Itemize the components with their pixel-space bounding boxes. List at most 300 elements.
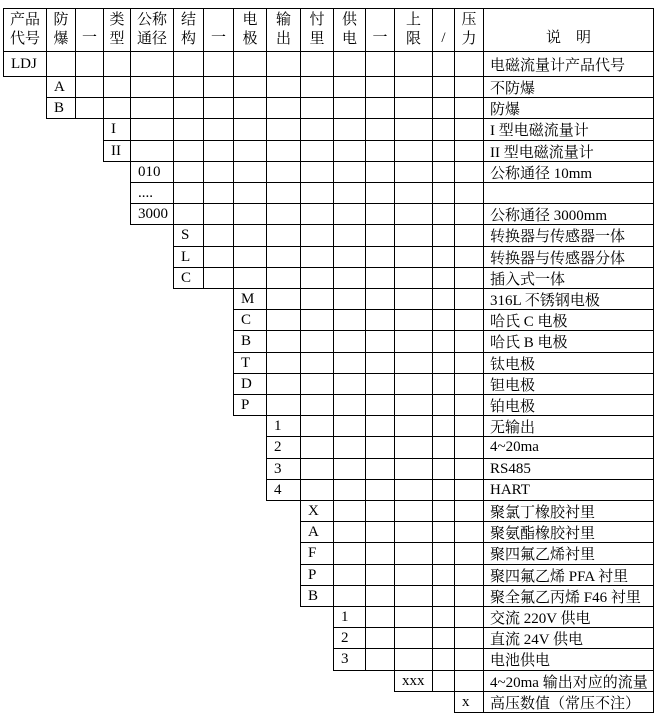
empty-cell-slash bbox=[432, 670, 455, 692]
empty-cell-structure bbox=[173, 140, 204, 162]
empty-cell-upper-limit bbox=[394, 627, 433, 649]
empty-cell-nominal-diameter bbox=[130, 140, 174, 162]
code-cell-electrode: P bbox=[233, 394, 267, 416]
header-cell-explosion-proof bbox=[46, 8, 76, 52]
code-cell-nominal-diameter: .... bbox=[130, 182, 174, 204]
empty-cell-power-supply bbox=[333, 267, 366, 289]
code-cell-explosion-proof: A bbox=[46, 76, 76, 98]
description-cell: 聚四氟乙烯衬里 bbox=[483, 542, 654, 565]
empty-cell-electrode bbox=[233, 161, 267, 183]
empty-cell-slash bbox=[432, 394, 455, 416]
empty-cell-dash-3 bbox=[365, 224, 395, 247]
empty-cell-pressure bbox=[454, 564, 484, 586]
empty-cell-type bbox=[103, 51, 131, 77]
header-cell-product-code bbox=[3, 8, 47, 52]
header-label-dash-2-line1: 一 bbox=[210, 30, 226, 46]
empty-cell-power-supply bbox=[333, 585, 366, 607]
header-label-type-line2: 型 bbox=[109, 31, 125, 47]
description-cell: 4~20ma 输出对应的流量 bbox=[483, 670, 654, 692]
empty-cell-pressure bbox=[454, 394, 484, 416]
empty-cell-electrode bbox=[233, 140, 267, 162]
empty-cell-slash bbox=[432, 564, 455, 586]
empty-cell-upper-limit bbox=[394, 606, 433, 628]
empty-cell-electrode bbox=[233, 51, 267, 77]
empty-cell-slash bbox=[432, 246, 455, 268]
empty-cell-upper-limit bbox=[394, 161, 433, 183]
empty-cell-pressure bbox=[454, 415, 484, 437]
empty-cell-upper-limit bbox=[394, 246, 433, 268]
description-cell: 铂电极 bbox=[483, 394, 654, 416]
description-cell: 交流 220V 供电 bbox=[483, 606, 654, 628]
empty-cell-power-supply bbox=[333, 500, 366, 522]
empty-cell-dash-1 bbox=[75, 51, 104, 77]
empty-cell-power-supply bbox=[333, 564, 366, 586]
description-cell bbox=[483, 182, 654, 204]
code-cell-explosion-proof: B bbox=[46, 97, 76, 119]
code-cell-output: 3 bbox=[266, 458, 301, 480]
description-cell: I 型电磁流量计 bbox=[483, 118, 654, 141]
code-cell-structure: L bbox=[173, 246, 204, 268]
empty-cell-dash-2 bbox=[203, 97, 234, 119]
empty-cell-dash-2 bbox=[203, 182, 234, 204]
empty-cell-lining bbox=[300, 373, 334, 395]
header-label-type-line1: 类 bbox=[109, 12, 125, 28]
header-cell-nominal-diameter bbox=[130, 8, 174, 52]
description-cell: 公称通径 3000mm bbox=[483, 203, 654, 225]
empty-cell-pressure bbox=[454, 330, 484, 353]
empty-cell-upper-limit bbox=[394, 51, 433, 77]
empty-cell-dash-3 bbox=[365, 246, 395, 268]
empty-cell-dash-3 bbox=[365, 309, 395, 331]
header-cell-description bbox=[483, 8, 654, 52]
empty-cell-pressure bbox=[454, 352, 484, 374]
code-cell-lining: X bbox=[300, 500, 334, 522]
empty-cell-lining bbox=[300, 97, 334, 119]
header-label-pressure-line2: 力 bbox=[461, 31, 477, 47]
empty-cell-pressure bbox=[454, 606, 484, 628]
description-cell: 防爆 bbox=[483, 97, 654, 119]
empty-cell-dash-2 bbox=[203, 203, 234, 225]
empty-cell-lining bbox=[300, 415, 334, 437]
empty-cell-dash-1 bbox=[75, 76, 104, 98]
empty-cell-pressure bbox=[454, 458, 484, 480]
empty-cell-pressure bbox=[454, 288, 484, 310]
empty-cell-power-supply bbox=[333, 51, 366, 77]
empty-cell-pressure bbox=[454, 118, 484, 141]
empty-cell-dash-2 bbox=[203, 140, 234, 162]
header-cell-output bbox=[266, 8, 301, 52]
empty-cell-power-supply bbox=[333, 309, 366, 331]
empty-cell-nominal-diameter bbox=[130, 97, 174, 119]
empty-cell-dash-3 bbox=[365, 51, 395, 77]
empty-cell-dash-2 bbox=[203, 76, 234, 98]
empty-cell-lining bbox=[300, 224, 334, 247]
empty-cell-upper-limit bbox=[394, 118, 433, 141]
header-label-output-line2: 出 bbox=[275, 31, 291, 47]
empty-cell-power-supply bbox=[333, 415, 366, 437]
header-label-explosion-proof-line2: 爆 bbox=[53, 31, 69, 47]
empty-cell-upper-limit bbox=[394, 479, 433, 501]
empty-cell-slash bbox=[432, 288, 455, 310]
header-label-lining-line1: 忖 bbox=[309, 12, 325, 28]
header-label-power-supply-line1: 供 bbox=[341, 12, 357, 28]
header-label-structure-line1: 结 bbox=[180, 12, 196, 28]
empty-cell-pressure bbox=[454, 76, 484, 98]
empty-cell-upper-limit bbox=[394, 97, 433, 119]
empty-cell-power-supply bbox=[333, 182, 366, 204]
header-cell-pressure bbox=[454, 8, 484, 52]
code-cell-nominal-diameter: 010 bbox=[130, 161, 174, 183]
code-cell-product-code: LDJ bbox=[3, 51, 47, 77]
empty-cell-power-supply bbox=[333, 352, 366, 374]
empty-cell-dash-3 bbox=[365, 161, 395, 183]
empty-cell-pressure bbox=[454, 161, 484, 183]
empty-cell-upper-limit bbox=[394, 394, 433, 416]
empty-cell-power-supply bbox=[333, 76, 366, 98]
empty-cell-lining bbox=[300, 436, 334, 459]
empty-cell-dash-2 bbox=[203, 161, 234, 183]
empty-cell-lining bbox=[300, 76, 334, 98]
description-cell: 聚全氟乙丙烯 F46 衬里 bbox=[483, 585, 654, 607]
empty-cell-dash-3 bbox=[365, 76, 395, 98]
empty-cell-slash bbox=[432, 436, 455, 459]
empty-cell-dash-3 bbox=[365, 585, 395, 607]
code-cell-lining: P bbox=[300, 564, 334, 586]
empty-cell-lining bbox=[300, 309, 334, 331]
code-cell-electrode: T bbox=[233, 352, 267, 374]
description-cell: 钛电极 bbox=[483, 352, 654, 374]
empty-cell-output bbox=[266, 330, 301, 353]
empty-cell-slash bbox=[432, 521, 455, 543]
empty-cell-pressure bbox=[454, 373, 484, 395]
empty-cell-output bbox=[266, 267, 301, 289]
code-cell-output: 2 bbox=[266, 436, 301, 459]
empty-cell-lining bbox=[300, 140, 334, 162]
header-label-slash-line1: / bbox=[441, 30, 446, 46]
empty-cell-dash-3 bbox=[365, 415, 395, 437]
empty-cell-dash-3 bbox=[365, 330, 395, 353]
empty-cell-upper-limit bbox=[394, 542, 433, 565]
empty-cell-dash-3 bbox=[365, 521, 395, 543]
empty-cell-upper-limit bbox=[394, 224, 433, 247]
empty-cell-dash-3 bbox=[365, 564, 395, 586]
code-cell-pressure: x bbox=[454, 691, 484, 713]
code-cell-type: I bbox=[103, 118, 131, 141]
code-cell-structure: C bbox=[173, 267, 204, 289]
code-cell-upper-limit: xxx bbox=[394, 670, 433, 692]
header-cell-structure bbox=[173, 8, 204, 52]
empty-cell-electrode bbox=[233, 118, 267, 141]
empty-cell-lining bbox=[300, 288, 334, 310]
empty-cell-dash-3 bbox=[365, 500, 395, 522]
code-cell-power-supply: 3 bbox=[333, 648, 366, 671]
empty-cell-dash-3 bbox=[365, 648, 395, 671]
empty-cell-slash bbox=[432, 627, 455, 649]
empty-cell-upper-limit bbox=[394, 585, 433, 607]
empty-cell-dash-2 bbox=[203, 246, 234, 268]
empty-cell-lining bbox=[300, 161, 334, 183]
empty-cell-upper-limit bbox=[394, 373, 433, 395]
empty-cell-slash bbox=[432, 330, 455, 353]
code-cell-electrode: C bbox=[233, 309, 267, 331]
empty-cell-slash bbox=[432, 415, 455, 437]
header-cell-dash-1 bbox=[75, 8, 104, 52]
empty-cell-slash bbox=[432, 267, 455, 289]
empty-cell-upper-limit bbox=[394, 288, 433, 310]
empty-cell-output bbox=[266, 309, 301, 331]
empty-cell-dash-2 bbox=[203, 51, 234, 77]
code-cell-lining: B bbox=[300, 585, 334, 607]
header-cell-lining bbox=[300, 8, 334, 52]
header-label-explosion-proof-line1: 防 bbox=[53, 12, 69, 28]
description-cell: 聚四氟乙烯 PFA 衬里 bbox=[483, 564, 654, 586]
header-label-electrode-line1: 电 bbox=[242, 12, 258, 28]
description-cell: 转换器与传感器分体 bbox=[483, 246, 654, 268]
code-cell-electrode: M bbox=[233, 288, 267, 310]
empty-cell-slash bbox=[432, 224, 455, 247]
empty-cell-output bbox=[266, 246, 301, 268]
empty-cell-pressure bbox=[454, 521, 484, 543]
empty-cell-dash-3 bbox=[365, 606, 395, 628]
empty-cell-structure bbox=[173, 161, 204, 183]
empty-cell-power-supply bbox=[333, 288, 366, 310]
empty-cell-slash bbox=[432, 479, 455, 501]
empty-cell-pressure bbox=[454, 500, 484, 522]
header-label-structure-line2: 构 bbox=[180, 31, 196, 47]
empty-cell-upper-limit bbox=[394, 352, 433, 374]
header-label-pressure-line1: 压 bbox=[461, 12, 477, 28]
empty-cell-output bbox=[266, 373, 301, 395]
code-cell-electrode: B bbox=[233, 330, 267, 353]
description-cell: HART bbox=[483, 479, 654, 501]
empty-cell-dash-3 bbox=[365, 182, 395, 204]
empty-cell-dash-3 bbox=[365, 458, 395, 480]
description-cell: 聚氯丁橡胶衬里 bbox=[483, 500, 654, 522]
empty-cell-dash-3 bbox=[365, 118, 395, 141]
empty-cell-slash bbox=[432, 458, 455, 480]
empty-cell-pressure bbox=[454, 97, 484, 119]
empty-cell-slash bbox=[432, 203, 455, 225]
empty-cell-slash bbox=[432, 309, 455, 331]
empty-cell-dash-3 bbox=[365, 352, 395, 374]
empty-cell-dash-2 bbox=[203, 118, 234, 141]
empty-cell-power-supply bbox=[333, 330, 366, 353]
empty-cell-power-supply bbox=[333, 458, 366, 480]
empty-cell-structure bbox=[173, 182, 204, 204]
header-label-product-code-line1: 产品 bbox=[9, 12, 40, 28]
description-cell: 不防爆 bbox=[483, 76, 654, 98]
empty-cell-slash bbox=[432, 161, 455, 183]
header-cell-dash-2 bbox=[203, 8, 234, 52]
empty-cell-slash bbox=[432, 500, 455, 522]
empty-cell-electrode bbox=[233, 203, 267, 225]
empty-cell-dash-3 bbox=[365, 542, 395, 565]
empty-cell-structure bbox=[173, 51, 204, 77]
empty-cell-slash bbox=[432, 648, 455, 671]
empty-cell-type bbox=[103, 97, 131, 119]
empty-cell-slash bbox=[432, 76, 455, 98]
empty-cell-dash-3 bbox=[365, 267, 395, 289]
description-cell: 插入式一体 bbox=[483, 267, 654, 289]
empty-cell-lining bbox=[300, 118, 334, 141]
description-cell: 无输出 bbox=[483, 415, 654, 437]
empty-cell-power-supply bbox=[333, 140, 366, 162]
empty-cell-pressure bbox=[454, 479, 484, 501]
empty-cell-power-supply bbox=[333, 118, 366, 141]
code-cell-electrode: D bbox=[233, 373, 267, 395]
empty-cell-lining bbox=[300, 352, 334, 374]
empty-cell-output bbox=[266, 182, 301, 204]
empty-cell-upper-limit bbox=[394, 648, 433, 671]
empty-cell-structure bbox=[173, 203, 204, 225]
empty-cell-power-supply bbox=[333, 161, 366, 183]
empty-cell-upper-limit bbox=[394, 415, 433, 437]
header-label-description-line1: 说 明 bbox=[545, 30, 591, 46]
header-cell-dash-3 bbox=[365, 8, 395, 52]
description-cell: 4~20ma bbox=[483, 436, 654, 459]
empty-cell-slash bbox=[432, 140, 455, 162]
empty-cell-output bbox=[266, 224, 301, 247]
empty-cell-dash-3 bbox=[365, 436, 395, 459]
empty-cell-output bbox=[266, 352, 301, 374]
empty-cell-output bbox=[266, 97, 301, 119]
header-label-electrode-line2: 极 bbox=[242, 31, 258, 47]
empty-cell-lining bbox=[300, 479, 334, 501]
empty-cell-dash-3 bbox=[365, 394, 395, 416]
empty-cell-upper-limit bbox=[394, 182, 433, 204]
empty-cell-slash bbox=[432, 352, 455, 374]
empty-cell-pressure bbox=[454, 627, 484, 649]
empty-cell-lining bbox=[300, 458, 334, 480]
header-label-lining-line2: 里 bbox=[309, 31, 325, 47]
empty-cell-slash bbox=[432, 373, 455, 395]
empty-cell-slash bbox=[432, 118, 455, 141]
empty-cell-power-supply bbox=[333, 479, 366, 501]
header-cell-electrode bbox=[233, 8, 267, 52]
empty-cell-electrode bbox=[233, 97, 267, 119]
code-cell-type: II bbox=[103, 140, 131, 162]
empty-cell-power-supply bbox=[333, 203, 366, 225]
empty-cell-structure bbox=[173, 76, 204, 98]
description-cell: 哈氏 C 电极 bbox=[483, 309, 654, 331]
empty-cell-lining bbox=[300, 394, 334, 416]
empty-cell-electrode bbox=[233, 246, 267, 268]
description-cell: 高压数值（常压不注） bbox=[483, 691, 654, 713]
description-cell: 316L 不锈钢电极 bbox=[483, 288, 654, 310]
empty-cell-pressure bbox=[454, 436, 484, 459]
empty-cell-output bbox=[266, 118, 301, 141]
empty-cell-upper-limit bbox=[394, 521, 433, 543]
empty-cell-pressure bbox=[454, 140, 484, 162]
description-cell: II 型电磁流量计 bbox=[483, 140, 654, 162]
empty-cell-pressure bbox=[454, 670, 484, 692]
empty-cell-lining bbox=[300, 182, 334, 204]
description-cell: 哈氏 B 电极 bbox=[483, 330, 654, 353]
empty-cell-electrode bbox=[233, 267, 267, 289]
empty-cell-upper-limit bbox=[394, 330, 433, 353]
empty-cell-upper-limit bbox=[394, 500, 433, 522]
header-label-nominal-diameter-line1: 公称 bbox=[136, 12, 167, 28]
empty-cell-power-supply bbox=[333, 97, 366, 119]
empty-cell-upper-limit bbox=[394, 140, 433, 162]
empty-cell-type bbox=[103, 76, 131, 98]
empty-cell-upper-limit bbox=[394, 203, 433, 225]
header-label-nominal-diameter-line2: 通径 bbox=[136, 31, 167, 47]
empty-cell-dash-2 bbox=[203, 224, 234, 247]
description-cell: 聚氨酯橡胶衬里 bbox=[483, 521, 654, 543]
empty-cell-electrode bbox=[233, 182, 267, 204]
empty-cell-dash-3 bbox=[365, 97, 395, 119]
empty-cell-pressure bbox=[454, 203, 484, 225]
header-cell-type bbox=[103, 8, 131, 52]
empty-cell-nominal-diameter bbox=[130, 118, 174, 141]
empty-cell-power-supply bbox=[333, 521, 366, 543]
empty-cell-electrode bbox=[233, 76, 267, 98]
empty-cell-dash-3 bbox=[365, 288, 395, 310]
code-cell-output: 1 bbox=[266, 415, 301, 437]
empty-cell-slash bbox=[432, 542, 455, 565]
empty-cell-output bbox=[266, 140, 301, 162]
header-label-output-line1: 输 bbox=[275, 12, 291, 28]
empty-cell-slash bbox=[432, 182, 455, 204]
description-cell: 公称通径 10mm bbox=[483, 161, 654, 183]
empty-cell-dash-2 bbox=[203, 267, 234, 289]
empty-cell-slash bbox=[432, 51, 455, 77]
empty-cell-power-supply bbox=[333, 542, 366, 565]
header-label-upper-limit-line1: 上 bbox=[405, 12, 421, 28]
empty-cell-power-supply bbox=[333, 436, 366, 459]
empty-cell-dash-3 bbox=[365, 203, 395, 225]
empty-cell-lining bbox=[300, 267, 334, 289]
empty-cell-dash-3 bbox=[365, 627, 395, 649]
empty-cell-output bbox=[266, 161, 301, 183]
empty-cell-upper-limit bbox=[394, 564, 433, 586]
empty-cell-pressure bbox=[454, 648, 484, 671]
empty-cell-power-supply bbox=[333, 224, 366, 247]
empty-cell-dash-3 bbox=[365, 140, 395, 162]
header-label-power-supply-line2: 电 bbox=[341, 31, 357, 47]
empty-cell-lining bbox=[300, 246, 334, 268]
code-cell-power-supply: 2 bbox=[333, 627, 366, 649]
empty-cell-pressure bbox=[454, 267, 484, 289]
empty-cell-output bbox=[266, 76, 301, 98]
header-cell-upper-limit bbox=[394, 8, 433, 52]
empty-cell-dash-3 bbox=[365, 373, 395, 395]
empty-cell-upper-limit bbox=[394, 436, 433, 459]
empty-cell-pressure bbox=[454, 585, 484, 607]
code-cell-output: 4 bbox=[266, 479, 301, 501]
empty-cell-output bbox=[266, 394, 301, 416]
code-cell-nominal-diameter: 3000 bbox=[130, 203, 174, 225]
empty-cell-lining bbox=[300, 51, 334, 77]
header-label-upper-limit-line2: 限 bbox=[405, 31, 421, 47]
empty-cell-pressure bbox=[454, 246, 484, 268]
description-cell: 转换器与传感器一体 bbox=[483, 224, 654, 247]
empty-cell-output bbox=[266, 288, 301, 310]
empty-cell-power-supply bbox=[333, 246, 366, 268]
header-label-product-code-line2: 代号 bbox=[9, 31, 40, 47]
empty-cell-pressure bbox=[454, 309, 484, 331]
empty-cell-pressure bbox=[454, 542, 484, 565]
empty-cell-power-supply bbox=[333, 394, 366, 416]
empty-cell-pressure bbox=[454, 224, 484, 247]
description-cell: 电池供电 bbox=[483, 648, 654, 671]
header-cell-slash bbox=[432, 8, 455, 52]
code-cell-lining: A bbox=[300, 521, 334, 543]
empty-cell-dash-3 bbox=[365, 479, 395, 501]
empty-cell-slash bbox=[432, 606, 455, 628]
header-label-dash-1-line1: 一 bbox=[81, 30, 97, 46]
